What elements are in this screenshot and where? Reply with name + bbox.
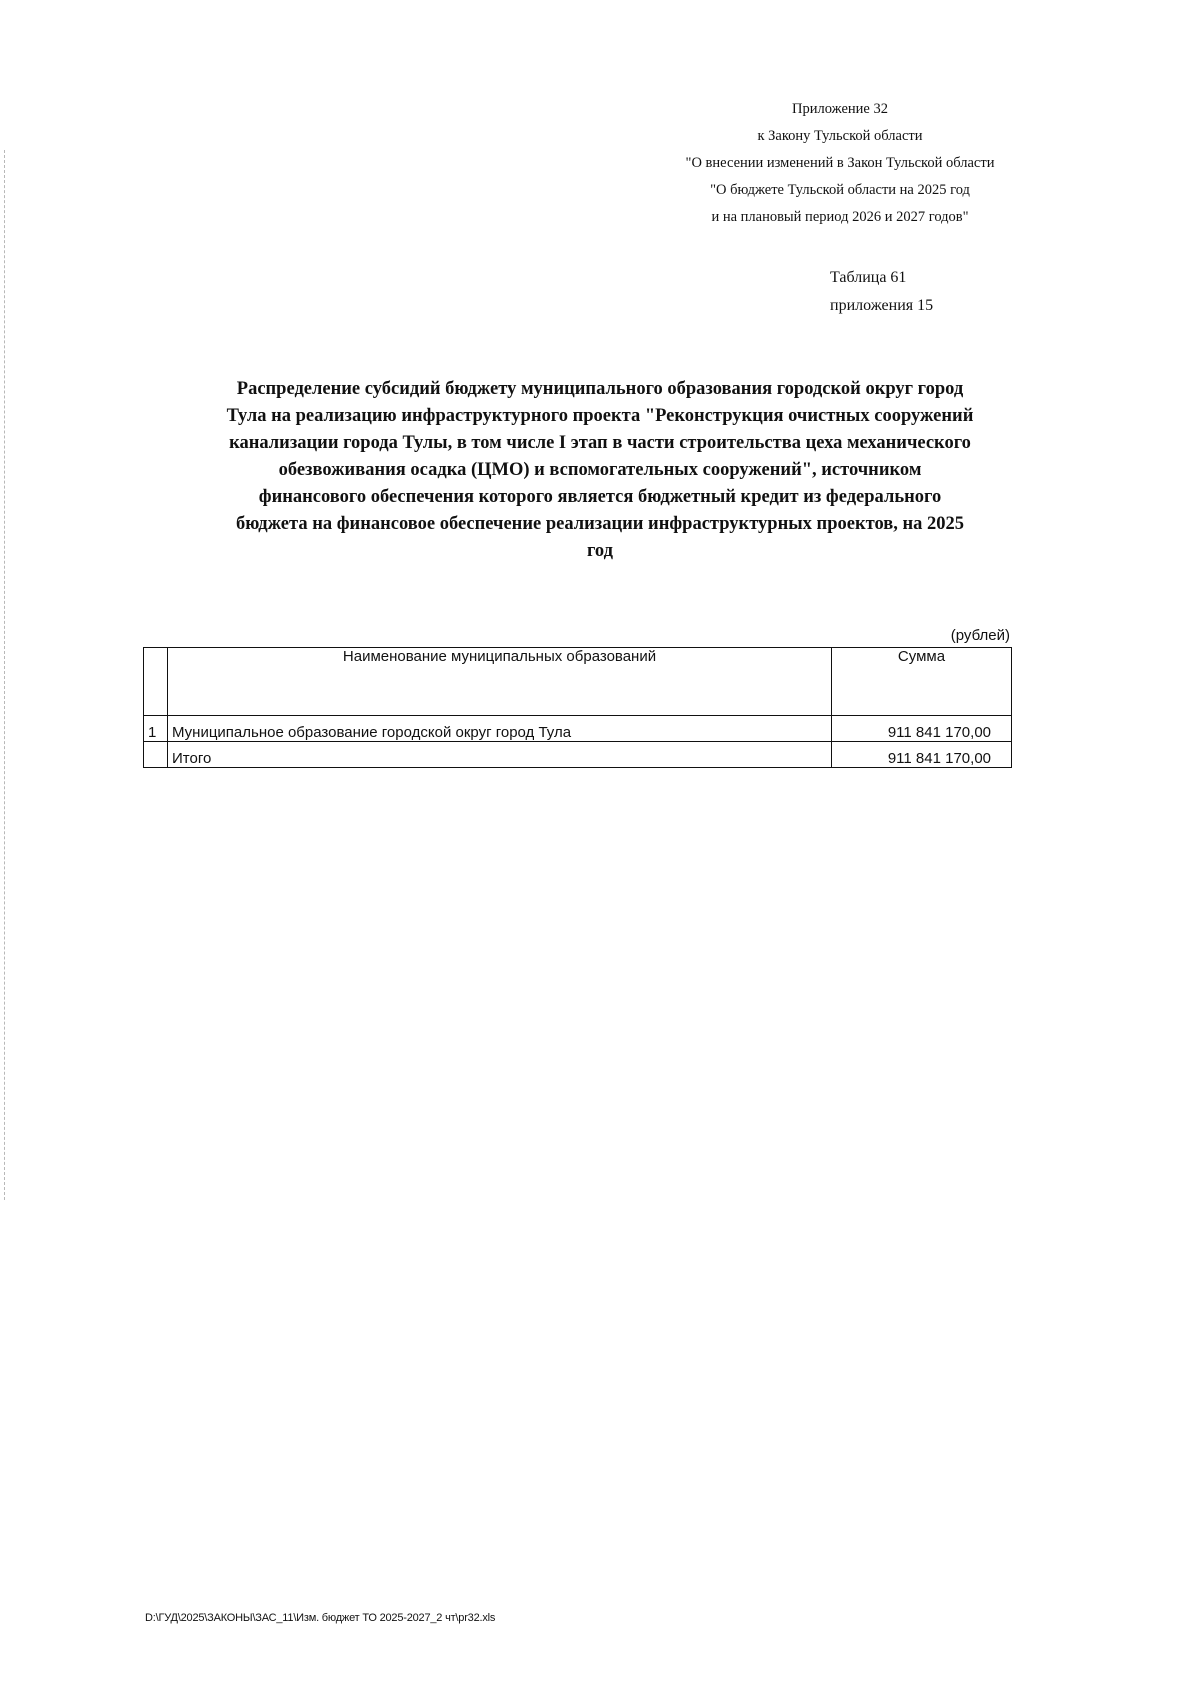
table-number: Таблица 61 — [830, 269, 907, 286]
annex-header — [660, 96, 1020, 231]
table-total-row — [144, 742, 1012, 768]
title-line: год — [586, 541, 613, 561]
table-row — [144, 716, 1012, 742]
title-line: канализации города Тулы, в том числе I этап в части строительства цеха механического — [229, 433, 971, 453]
row-sum: 911 841 170,00 — [832, 742, 1012, 768]
scan-edge-mark — [4, 150, 6, 1200]
annex-line: к Закону Тульской области — [757, 128, 923, 144]
subsidy-table — [143, 647, 1012, 768]
row-sum: 911 841 170,00 — [832, 716, 1012, 742]
title-line: Тула на реализацию инфраструктурного проекта "Реконструкция очистных сооружений — [226, 406, 974, 426]
row-name: Итого — [168, 742, 832, 768]
title-line: финансового обеспечения которого является бюджетный кредит из федерального — [258, 487, 942, 507]
annex-line: "О внесении изменений в Закон Тульской области — [685, 155, 995, 171]
appendix-number: приложения 15 — [830, 297, 934, 314]
title-line: Распределение субсидий бюджету муниципального образования городской округ город — [236, 379, 964, 399]
annex-line: "О бюджете Тульской области на 2025 год — [710, 182, 970, 198]
header-sum: Сумма — [832, 648, 1012, 716]
row-number — [144, 742, 168, 768]
document-title — [140, 376, 1060, 565]
units-label: (рублей) — [950, 627, 1010, 644]
table-header-row — [144, 648, 1012, 716]
annex-line: и на плановый период 2026 и 2027 годов" — [711, 209, 969, 225]
title-line: бюджета на финансовое обеспечение реализации инфраструктурных проектов, на 2025 — [235, 514, 965, 534]
file-path-footer: D:\ГУД\2025\ЗАКОНЫ\ЗАС_11\Изм. бюджет ТО 2025-2027_2 чт\pr32.xls — [145, 1612, 496, 1624]
title-line: обезвоживания осадка (ЦМО) и вспомогательных сооружений", источником — [278, 460, 922, 480]
row-name: Муниципальное образование городской округ город Тула — [168, 716, 832, 742]
annex-line: Приложение 32 — [792, 101, 888, 117]
header-name: Наименование муниципальных образований — [168, 648, 832, 716]
row-number: 1 — [144, 716, 168, 742]
header-num — [144, 648, 168, 716]
table-reference — [830, 264, 980, 320]
